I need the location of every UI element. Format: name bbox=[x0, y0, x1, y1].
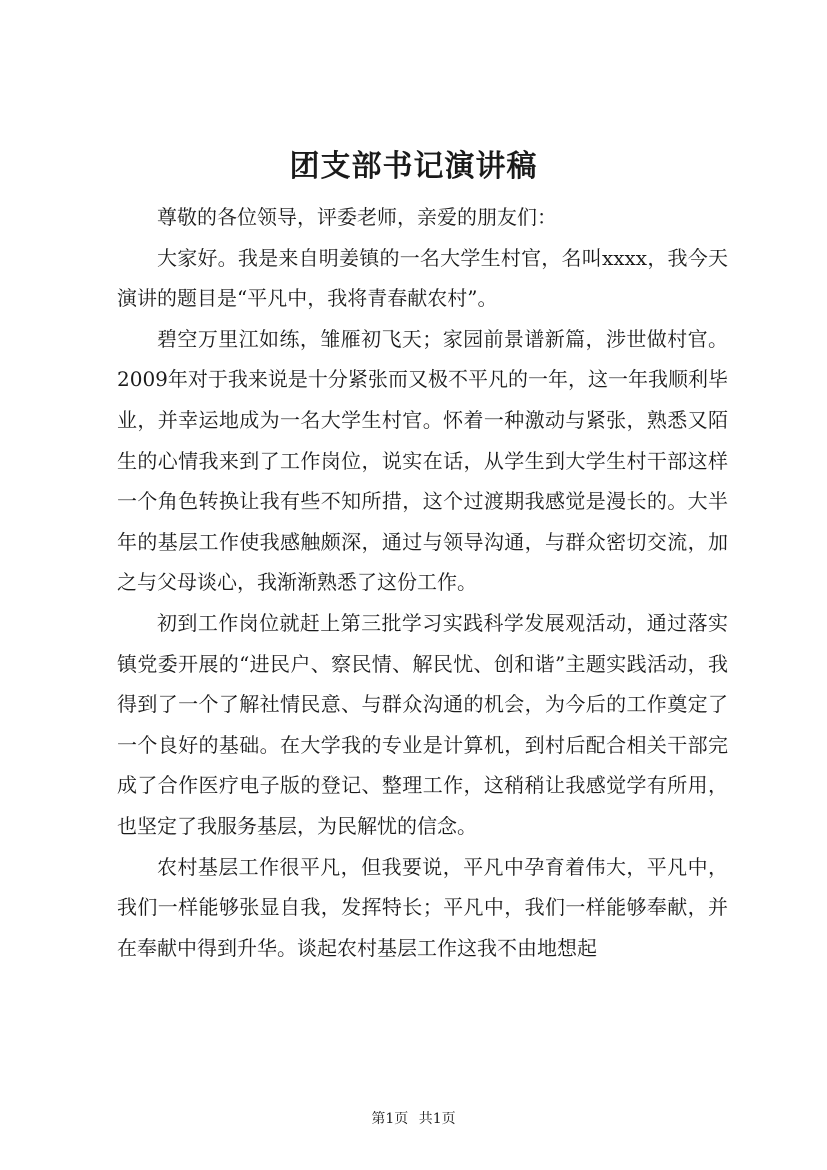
paragraph-ordinary-work: 农村基层工作很平凡，但我要说，平凡中孕育着伟大，平凡中，我们一样能够张显自我，发挥特长；平凡中，我们一样能够奉献，并在奉献中得到升华。谈起农村基层工作这我不由地想起 bbox=[117, 854, 728, 960]
paragraph-greeting: 大家好。我是来自明姜镇的一名大学生村官，名叫xxxx，我今天演讲的题目是“平凡中，我将青春献农村”。 bbox=[117, 245, 728, 311]
document-body bbox=[117, 197, 728, 968]
document-title: 团支部书记演讲稿 bbox=[289, 149, 538, 184]
paragraph-first-work: 初到工作岗位就赶上第三批学习实践科学发展观活动，通过落实镇党委开展的“进民户、察民情、解民忧、创和谐”主题实践活动，我得到了一个了解社情民意、与群众沟通的机会，为今后的工作奠定了一个良好的基础。在大学我的专业是计算机，到村后配合相关干部完成了合作医疗电子版的登记、整理工作，这稍稍让我感觉学有所用，也坚定了我服务基层，为民解忧的信念。 bbox=[117, 610, 728, 838]
page-total: 共1页 bbox=[418, 1111, 456, 1127]
paragraph-background: 碧空万里江如练，雏雁初飞天；家园前景谱新篇，涉世做村官。2009年对于我来说是十分紧张而又极不平凡的一年，这一年我顺利毕业，并幸运地成为一名大学生村官。怀着一种激动与紧张，熟悉又陌生的心情我来到了工作岗位，说实在话，从学生到大学生村干部这样一个角色转换让我有些不知所措，这个过渡期我感觉是漫长的。大半年的基层工作使我感触颇深，通过与领导沟通，与群众密切交流，加之与父母谈心，我渐渐熟悉了这份工作。 bbox=[117, 326, 728, 595]
page-footer bbox=[0, 1109, 827, 1129]
paragraph-salutation: 尊敬的各位领导，评委老师，亲爱的朋友们： bbox=[157, 205, 557, 229]
page-number: 第1页 bbox=[371, 1111, 409, 1127]
